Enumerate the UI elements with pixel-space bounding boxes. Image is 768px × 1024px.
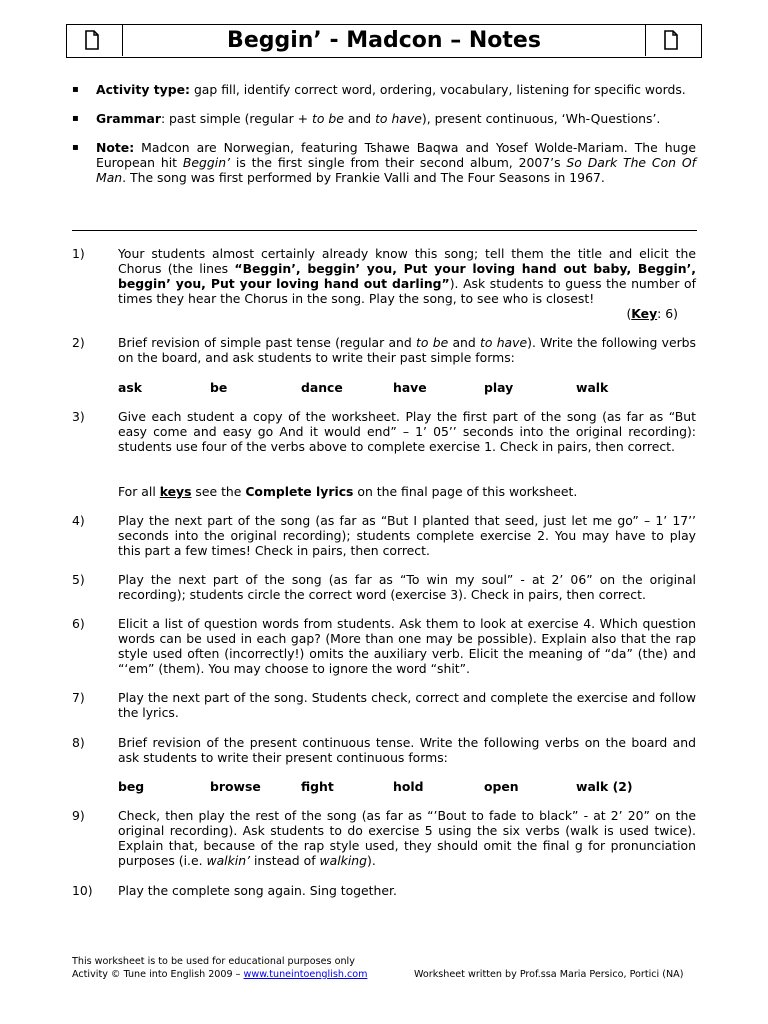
header-right-icon-box <box>645 25 701 56</box>
document-icon <box>664 30 678 50</box>
step-1: 1) Your students almost certainly already know this song; tell them the title and elicit the Chorus (the lines “Beggin’, beggin’ you, Put your loving hand out baby, Beggin’, beggin’ you, Put your loving hand out darling”). Ask students to guess the number of times they hear the Chorus in the song. Play the song, to see who is closest! (Key: 6) <box>72 246 696 321</box>
verb-item: ask <box>118 380 142 395</box>
verb-item: hold <box>393 779 424 794</box>
verb-item: be <box>210 380 228 395</box>
step-5: 5) Play the next part of the song (as far as “To win my soul” - at 2’ 06” on the original recording); students circle the correct word (exercise 3). Check in pairs, then correct. <box>72 572 696 602</box>
bullet-marker: ▪ <box>72 113 79 124</box>
step-7: 7) Play the next part of the song. Students check, correct and complete the exercise and follow the lyrics. <box>72 690 696 720</box>
website-link[interactable]: www.tuneintoenglish.com <box>243 969 368 980</box>
step-4: 4) Play the next part of the song (as far as “But I planted that seed, just let me go” – 1’ 17’’ seconds into the original recording); students complete exercise 2. You may have to play this part a few times! Check in pairs, then correct. <box>72 513 696 558</box>
verb-item: play <box>484 380 514 395</box>
verb-item: fight <box>301 779 334 794</box>
footer-credit: Worksheet written by Prof.ssa Maria Persico, Portici (NA) <box>414 969 684 980</box>
header-box <box>66 24 702 58</box>
step-9: 9) Check, then play the rest of the song (as far as “’Bout to fade to black” - at 2’ 20” on the original recording). Ask students to do exercise 5 using the six verbs (walk is used twice). Explain that, because of the rap style used, they should omit the final g for pronunciation purposes (i.e. walkin’ instead of walking). <box>72 808 696 868</box>
verb-item: dance <box>301 380 343 395</box>
step-10: 10) Play the complete song again. Sing together. <box>72 883 397 898</box>
footer-disclaimer: This worksheet is to be used for educational purposes only <box>72 956 355 967</box>
divider <box>72 230 697 231</box>
footer-copyright: Activity © Tune into English 2009 – www.tuneintoenglish.com <box>72 969 368 980</box>
keys-reference: For all keys see the Complete lyrics on the final page of this worksheet. <box>118 484 578 499</box>
header-left-icon-box <box>67 25 123 56</box>
verb-item: walk (2) <box>576 779 633 794</box>
bullet-marker: ▪ <box>72 84 79 95</box>
verb-item: beg <box>118 779 145 794</box>
intro-bullets <box>72 82 696 199</box>
step-6: 6) Elicit a list of question words from students. Ask them to look at exercise 4. Which question words can be used in each gap? (More than one may be possible). Explain also that the rap style used often (incorrectly!) omits the auxiliary verb. Elicit the meaning of “da” (the) and “‘em” (them). You may choose to ignore the word “shit”. <box>72 616 696 676</box>
verb-item: have <box>393 380 427 395</box>
bullet-note: ▪ Note: Madcon are Norwegian, featuring Tshawe Baqwa and Yosef Wolde-Mariam. The huge European hit Beggin’ is the first single from their second album, 2007’s So Dark The Con Of Man. The song was first performed by Frankie Valli and The Four Seasons in 1967. <box>72 140 696 185</box>
bullet-grammar: ▪ Grammar: past simple (regular + to be and to have), present continuous, ‘Wh-Questions’. <box>72 111 661 126</box>
step-3: 3) Give each student a copy of the worksheet. Play the first part of the song (as far as “But easy come and easy go And it would end” – 1’ 05’’ seconds into the original recording): students use four of the verbs above to complete exercise 1. Check in pairs, then correct. <box>72 409 696 454</box>
bullet-marker: ▪ <box>72 142 79 153</box>
answer-key: (Key: 6) <box>626 306 678 321</box>
document-icon <box>85 30 99 50</box>
verb-item: browse <box>210 779 261 794</box>
step-2: 2) Brief revision of simple past tense (regular and to be and to have). Write the following verbs on the board, and ask students to write their past simple forms: <box>72 335 696 365</box>
bullet-activity-type: ▪ Activity type: gap fill, identify correct word, ordering, vocabulary, listening for specific words. <box>72 82 686 97</box>
page-title: Beggin’ - Madcon – Notes <box>227 28 541 53</box>
step-8: 8) Brief revision of the present continuous tense. Write the following verbs on the board and ask students to write their present continuous forms: <box>72 735 696 765</box>
verb-item: open <box>484 779 519 794</box>
verb-item: walk <box>576 380 609 395</box>
